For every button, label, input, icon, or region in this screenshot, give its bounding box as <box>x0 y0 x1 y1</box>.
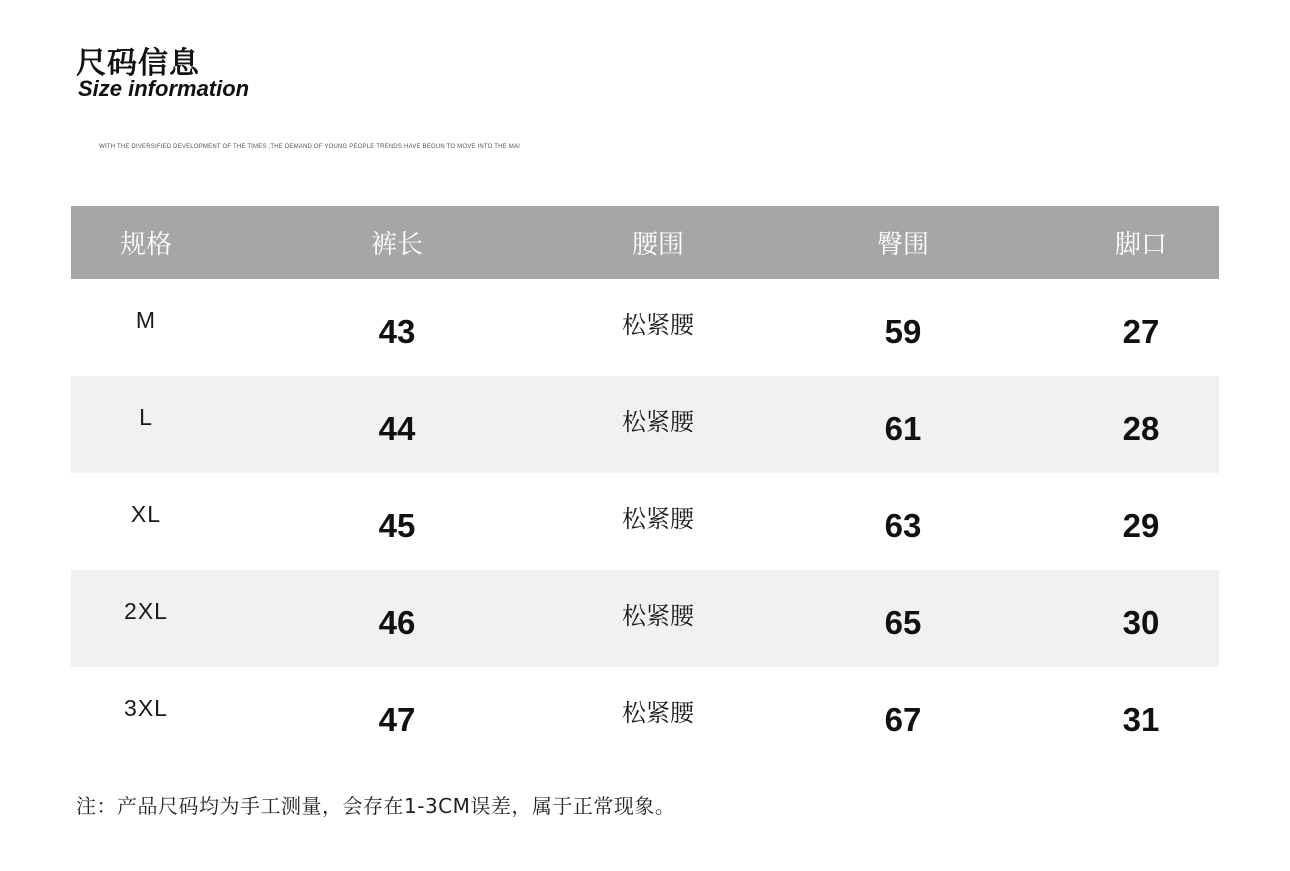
cell-hip: 63 <box>884 506 922 544</box>
column-header-hem: 脚口 <box>1114 230 1167 260</box>
cell-hem: 30 <box>1122 603 1160 641</box>
table-row <box>71 279 1219 376</box>
column-header-waist: 腰围 <box>631 230 684 260</box>
cell-length: 47 <box>378 700 416 738</box>
cell-hip: 61 <box>884 409 922 447</box>
cell-length: 45 <box>378 506 416 544</box>
measurement-note: 注：产品尺码均为手工测量，会存在1-3CM误差，属于正常现象。 <box>76 794 676 818</box>
table-row <box>71 473 1219 570</box>
column-header-length: 裤长 <box>370 230 423 260</box>
cell-waist: 松紧腰 <box>622 505 694 533</box>
column-header-size: 规格 <box>119 230 172 260</box>
column-header-hip: 臀围 <box>876 230 929 260</box>
cell-hip: 59 <box>884 312 922 350</box>
cell-size: 3XL <box>124 695 168 721</box>
cell-length: 46 <box>378 603 416 641</box>
cell-size: XL <box>130 501 162 527</box>
cell-waist: 松紧腰 <box>622 602 694 630</box>
cell-length: 44 <box>378 409 416 447</box>
size-table <box>71 206 1219 764</box>
cell-hip: 67 <box>884 700 922 738</box>
cell-size: L <box>139 404 153 430</box>
table-row <box>71 570 1219 667</box>
table-header <box>71 206 1219 279</box>
cell-hem: 27 <box>1122 312 1160 350</box>
cell-length: 43 <box>378 312 416 350</box>
page-title: 尺码信息 <box>76 46 200 81</box>
cell-hem: 28 <box>1122 409 1160 447</box>
cell-size: 2XL <box>124 598 168 624</box>
tagline: WITH THE DIVERSIFIED DEVELOPMENT OF THE TIMES ,THE DEMAND OF YOUNG PEOPLE TRENDS HAVE BEGUN TO MOVE INTO THE MAI <box>99 144 520 150</box>
cell-waist: 松紧腰 <box>622 408 694 436</box>
table-row <box>71 376 1219 473</box>
cell-size: M <box>135 307 157 333</box>
cell-waist: 松紧腰 <box>622 311 694 339</box>
page-subtitle: Size information <box>78 76 250 101</box>
cell-hip: 65 <box>884 603 922 641</box>
table-row <box>71 667 1219 764</box>
cell-hem: 31 <box>1122 700 1160 738</box>
cell-waist: 松紧腰 <box>622 699 694 727</box>
cell-hem: 29 <box>1122 506 1160 544</box>
